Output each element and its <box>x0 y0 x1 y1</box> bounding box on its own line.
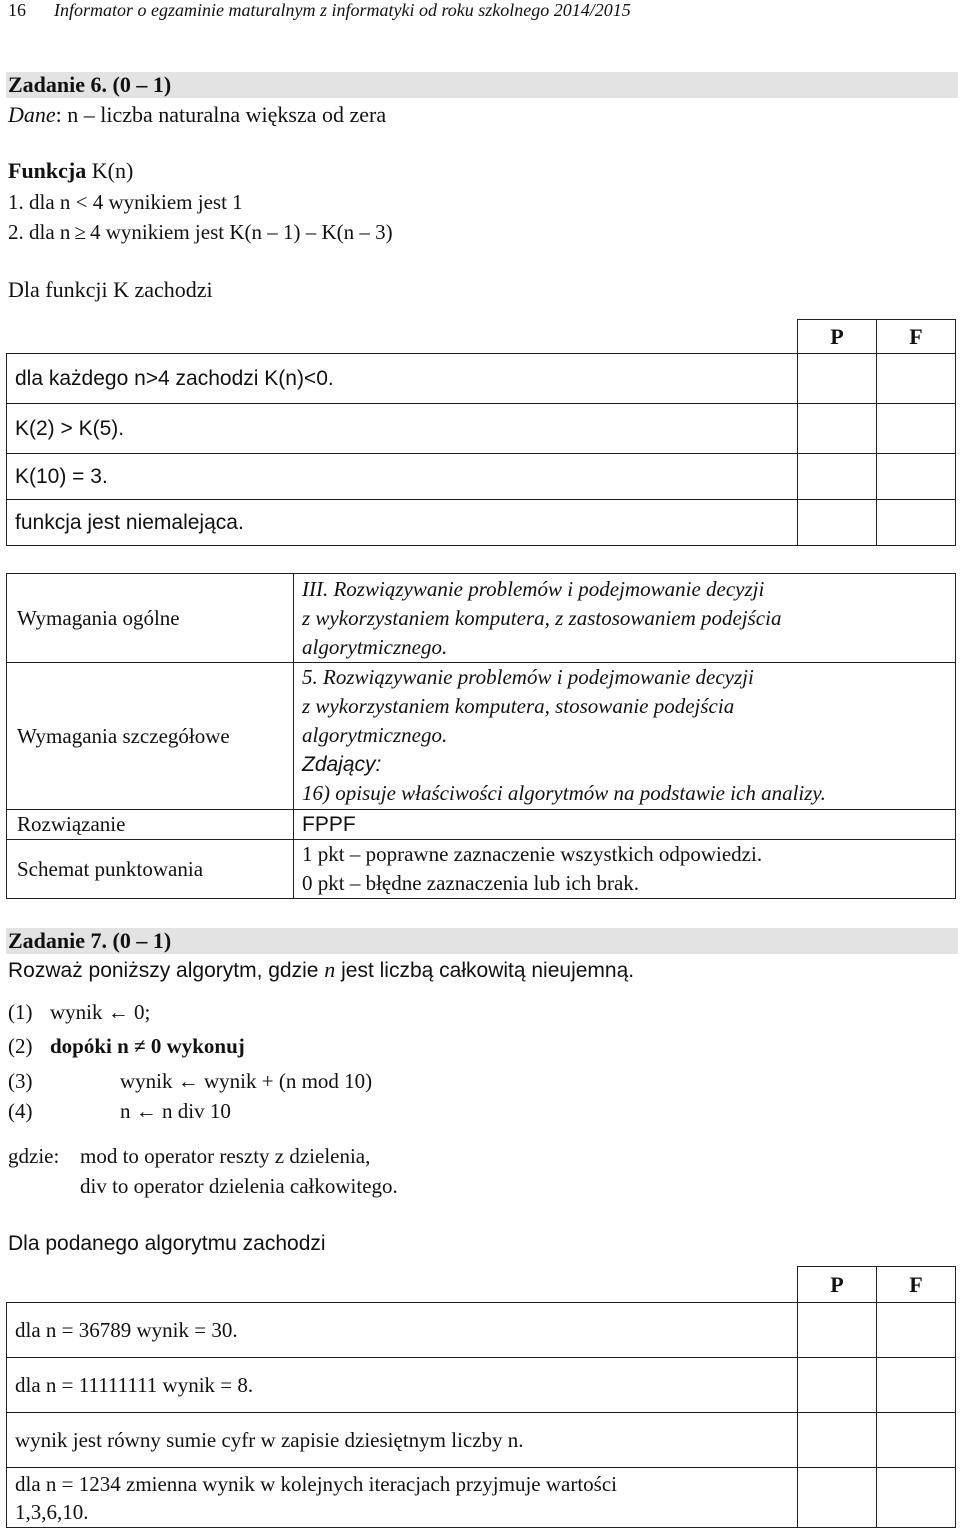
detailed-content <box>294 663 956 810</box>
task7-row <box>7 1303 956 1358</box>
task7-row <box>7 1413 956 1468</box>
task6-f-cell[interactable] <box>877 354 956 404</box>
task7-p-cell[interactable] <box>798 1358 877 1413</box>
detailed-line: 5. Rozwiązywanie problemów i podejmowanie decyzji <box>302 665 754 689</box>
task7-intro-b: jest liczbą całkowitą nieujemną. <box>335 959 635 982</box>
task6-pf-header-row <box>7 320 956 354</box>
task6-p-cell[interactable] <box>798 354 877 404</box>
task7-col-f: F <box>877 1267 956 1303</box>
rule2-start: 2. dla n <box>8 220 71 244</box>
task6-row <box>7 454 956 500</box>
task7-p-cell[interactable] <box>798 1303 877 1358</box>
task7-intro2: Dla podanego algorytmu zachodzi <box>8 1232 326 1255</box>
rule2-end: 4 wynikiem jest K(n – 1) – K(n – 3) <box>89 220 393 244</box>
code-line-text: dopóki n ≠ 0 wykonuj <box>50 1034 245 1058</box>
task6-p-cell[interactable] <box>798 454 877 500</box>
function-name: K(n) <box>91 158 134 183</box>
task6-statement: K(2) > K(5). <box>7 404 798 454</box>
req-general-row <box>7 574 956 663</box>
where-label: gdzie: <box>8 1144 60 1168</box>
page-number: 16 <box>8 0 26 20</box>
task7-statement-line: 1,3,6,10. <box>15 1499 89 1524</box>
task7-statement: dla n = 36789 wynik = 30. <box>7 1303 798 1358</box>
code-line-text: wynik ← wynik + (n mod 10) <box>120 1069 373 1093</box>
task7-p-cell[interactable] <box>798 1468 877 1528</box>
task7-header-blank <box>7 1267 798 1303</box>
code-line-3 <box>8 1068 372 1094</box>
task7-statement: dla n = 11111111 wynik = 8. <box>7 1358 798 1413</box>
general-line: III. Rozwiązywanie problemów i podejmowanie decyzji <box>302 577 765 601</box>
task6-statement: funkcja jest niemalejąca. <box>7 500 798 546</box>
task6-statement: K(10) = 3. <box>7 454 798 500</box>
task6-p-cell[interactable] <box>798 404 877 454</box>
scoring-content <box>294 840 956 899</box>
document-title: Informator o egzaminie maturalnym z informatyki od roku szkolnego 2014/2015 <box>54 0 631 20</box>
detailed-line: z wykorzystaniem komputera, stosowanie podejścia <box>302 694 735 718</box>
function-rule-2 <box>8 219 393 245</box>
req-scoring-row <box>7 840 956 899</box>
task6-f-cell[interactable] <box>877 404 956 454</box>
task6-title: Zadanie 6. (0 – 1) <box>8 72 172 97</box>
given-text: : n – liczba naturalna większa od zera <box>55 102 387 127</box>
solution-answer: FPPF <box>302 813 356 836</box>
task7-statement <box>7 1468 798 1528</box>
detailed-line: 16) opisuje właściwości algorytmów na podstawie ich analizy. <box>302 781 826 805</box>
task7-pf-table <box>6 1266 956 1528</box>
req-detailed-row <box>7 663 956 810</box>
task6-f-cell[interactable] <box>877 454 956 500</box>
task7-statement-line: dla n = 1234 zmienna wynik w kolejnych iteracjach przyjmuje wartości <box>15 1471 617 1496</box>
task7-pf-header-row <box>7 1267 956 1303</box>
detailed-label: Wymagania szczegółowe <box>7 663 294 810</box>
page-header <box>8 0 631 21</box>
given-label: Dane <box>8 102 56 127</box>
geq-symbol: ≥ <box>74 220 86 244</box>
task6-f-cell[interactable] <box>877 500 956 546</box>
task6-statement: dla każdego n>4 zachodzi K(n)<0. <box>7 354 798 404</box>
requirements-table <box>6 573 956 899</box>
task7-f-cell[interactable] <box>877 1468 956 1528</box>
where-line-1: mod to operator reszty z dzielenia, <box>80 1144 371 1168</box>
task6-row <box>7 354 956 404</box>
task7-col-p: P <box>798 1267 877 1303</box>
solution-content <box>294 810 956 840</box>
code-line-text: wynik ← 0; <box>50 1000 151 1024</box>
task7-intro-a: Rozważ poniższy algorytm, gdzie <box>8 959 325 982</box>
general-line: z wykorzystaniem komputera, z zastosowaniem podejścia <box>302 606 782 630</box>
general-label: Wymagania ogólne <box>7 574 294 663</box>
task6-row <box>7 500 956 546</box>
code-line-number: (4) <box>8 1099 33 1123</box>
req-solution-row <box>7 810 956 840</box>
general-line: algorytmicznego. <box>302 635 448 659</box>
task6-title-bar <box>6 72 958 98</box>
solution-label: Rozwiązanie <box>7 810 294 840</box>
code-line-4 <box>8 1098 231 1124</box>
task6-pf-table <box>6 319 956 546</box>
task7-intro <box>8 957 634 984</box>
task7-p-cell[interactable] <box>798 1413 877 1468</box>
function-bold: Funkcja <box>8 158 87 183</box>
scoring-line: 1 pkt – poprawne zaznaczenie wszystkich odpowiedzi. <box>302 842 763 866</box>
function-heading <box>8 158 133 184</box>
task7-title-bar <box>6 928 958 954</box>
code-line-number: (3) <box>8 1069 33 1093</box>
where-line-2: div to operator dzielenia całkowitego. <box>80 1174 398 1198</box>
code-line-text: n ← n div 10 <box>120 1099 231 1123</box>
task6-p-cell[interactable] <box>798 500 877 546</box>
task7-f-cell[interactable] <box>877 1303 956 1358</box>
code-line-2 <box>8 1033 245 1059</box>
scoring-line: 0 pkt – błędne zaznaczenia lub ich brak. <box>302 871 640 895</box>
function-rule-1: 1. dla n < 4 wynikiem jest 1 <box>8 190 243 214</box>
scoring-label: Schemat punktowania <box>7 840 294 899</box>
general-content <box>294 574 956 663</box>
task7-row <box>7 1468 956 1528</box>
task7-f-cell[interactable] <box>877 1358 956 1413</box>
task7-f-cell[interactable] <box>877 1413 956 1468</box>
task6-row <box>7 404 956 454</box>
detailed-line: Zdający: <box>302 753 382 776</box>
task6-given <box>8 102 386 128</box>
task7-intro-n: n <box>324 957 336 982</box>
code-line-1 <box>8 999 150 1025</box>
task6-intro: Dla funkcji K zachodzi <box>8 277 213 302</box>
code-line-number: (1) <box>8 1000 33 1024</box>
task6-col-p: P <box>798 320 877 354</box>
task6-header-blank <box>7 320 798 354</box>
task7-statement: wynik jest równy sumie cyfr w zapisie dziesiętnym liczby n. <box>7 1413 798 1468</box>
task7-row <box>7 1358 956 1413</box>
task6-col-f: F <box>877 320 956 354</box>
where-block <box>8 1143 370 1169</box>
task7-title: Zadanie 7. (0 – 1) <box>8 928 172 953</box>
detailed-line: algorytmicznego. <box>302 723 448 747</box>
code-line-number: (2) <box>8 1034 33 1058</box>
